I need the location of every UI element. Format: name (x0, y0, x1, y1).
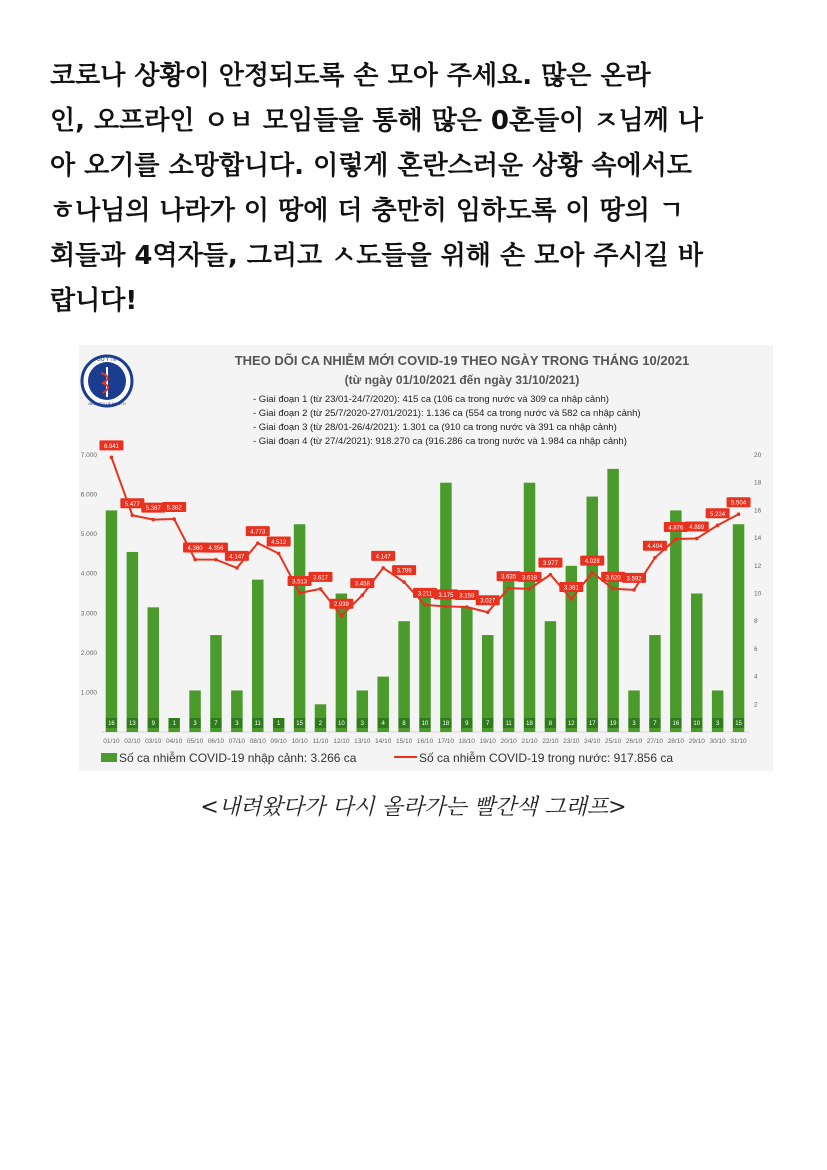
x-tick-label: 04/10 (166, 738, 183, 745)
line-point (737, 512, 741, 516)
line-point (340, 614, 344, 618)
logo-subtext: MINISTRY OF HEALTH (88, 402, 126, 406)
x-tick-label: 21/10 (521, 738, 538, 745)
line-value-label: 4.773 (250, 529, 266, 536)
line-point (151, 518, 155, 522)
line-point (632, 588, 636, 592)
x-tick-label: 26/10 (625, 738, 643, 745)
y-left-tick-label: 2.000 (80, 649, 97, 657)
line-value-label: 5.367 (145, 506, 161, 513)
line-point (402, 580, 406, 584)
bar-value-label: 7 (486, 721, 490, 727)
bar-value-label: 16 (672, 721, 680, 727)
bar-value-label: 11 (254, 721, 261, 727)
line-value-label: 2.939 (333, 602, 349, 609)
y-right-tick-label: 8 (754, 618, 758, 626)
line-value-label: 4.889 (689, 525, 705, 532)
line-point (486, 610, 490, 614)
line-value-label: 3.635 (501, 574, 517, 581)
line-value-label: 3.618 (522, 575, 538, 582)
x-tick-label: 02/10 (124, 738, 141, 745)
y-left-tick-label: 4.000 (80, 570, 97, 578)
bar-value-label: 11 (505, 721, 512, 727)
bar (398, 621, 409, 732)
bar (148, 607, 159, 732)
line-point (444, 605, 448, 609)
y-left-tick-label: 7.000 (80, 452, 97, 459)
bar-value-label: 17 (588, 721, 596, 727)
y-right-tick-label: 14 (754, 535, 762, 543)
x-tick-label: 23/10 (563, 738, 580, 745)
x-tick-label: 09/10 (270, 738, 287, 745)
line-value-label: 4.147 (229, 554, 245, 561)
chart-caption: <내려왔다가 다시 올라가는 빨간색 그래프> (200, 795, 627, 820)
line-point (360, 593, 364, 597)
line-point (695, 537, 699, 541)
line-value-label: 3.175 (438, 592, 454, 599)
line-value-label: 3.513 (292, 579, 308, 586)
bar (691, 594, 702, 733)
y-right-tick-label: 4 (754, 673, 758, 681)
x-tick-label: 01/10 (103, 738, 120, 745)
bar (210, 635, 221, 732)
x-tick-label: 18/10 (458, 738, 475, 745)
x-tick-label: 29/10 (688, 738, 705, 745)
y-left-tick-label: 6.000 (80, 491, 97, 499)
line-point (110, 456, 114, 460)
line-point (423, 603, 427, 607)
prayer-line: 랍니다! (50, 286, 138, 316)
line-point (465, 605, 469, 609)
line-point (653, 556, 657, 560)
y-right-tick-label: 10 (754, 590, 762, 598)
bar (294, 524, 305, 732)
line-point (193, 558, 197, 562)
bar-value-label: 4 (381, 721, 385, 727)
line-point (131, 513, 135, 517)
bar-value-label: 10 (338, 721, 345, 727)
y-left-tick-label: 1.000 (80, 689, 97, 697)
x-tick-label: 10/10 (291, 738, 308, 745)
line-value-label: 5.504 (731, 500, 747, 507)
x-tick-label: 30/10 (709, 738, 726, 745)
bar-value-label: 9 (465, 721, 469, 727)
x-tick-label: 13/10 (354, 738, 371, 745)
bar (545, 621, 556, 732)
x-tick-label: 31/10 (730, 738, 747, 745)
bar (503, 580, 514, 732)
line-point (235, 566, 239, 570)
x-tick-label: 19/10 (479, 738, 496, 745)
line-value-label: 6.941 (103, 443, 119, 450)
x-tick-label: 07/10 (228, 738, 246, 745)
bar-value-label: 15 (735, 721, 742, 727)
bar (106, 510, 117, 732)
line-value-label: 4.360 (187, 545, 203, 552)
bar-value-label: 1 (277, 721, 281, 727)
prayer-line: 인, 오프라인 ㅇㅂ 모임들을 통해 많은 0혼들이 ㅈ님께 나 (50, 106, 703, 136)
line-point (298, 591, 302, 595)
bar (482, 635, 493, 732)
bar-value-label: 15 (296, 721, 303, 727)
bar-value-label: 12 (567, 721, 575, 727)
x-tick-label: 05/10 (186, 738, 204, 745)
bar-value-label: 18 (526, 721, 533, 727)
bar (524, 483, 535, 732)
line-value-label: 3.458 (354, 581, 370, 588)
bar-value-label: 7 (653, 721, 657, 727)
bar (733, 524, 744, 732)
line-point (277, 552, 281, 556)
bar-value-label: 1 (172, 721, 176, 727)
x-tick-label: 28/10 (667, 738, 684, 745)
x-tick-label: 22/10 (542, 738, 559, 745)
line-point (570, 597, 574, 601)
line-value-label: 3.211 (417, 591, 433, 598)
y-right-tick-label: 2 (754, 701, 758, 709)
y-right-tick-label: 20 (754, 452, 762, 459)
bar-value-label: 3 (235, 721, 239, 727)
line-point (674, 537, 678, 541)
line-point (172, 517, 176, 521)
line-value-label: 4.512 (271, 539, 287, 546)
bar-value-label: 16 (108, 721, 115, 727)
line-value-label: 3.617 (312, 575, 328, 582)
bar (127, 552, 138, 732)
prayer-line: 아 오기를 소망합니다. 이렇게 혼란스러운 상황 속에서도 (50, 151, 692, 181)
line-point (611, 587, 615, 591)
bar-value-label: 18 (442, 721, 450, 727)
y-left-tick-label: 5.000 (80, 531, 97, 539)
x-tick-label: 08/10 (249, 738, 266, 745)
y-right-tick-label: 16 (754, 507, 762, 515)
line-value-label: 4.356 (208, 546, 224, 553)
bar (649, 635, 660, 732)
prayer-line: 코로나 상황이 안정되도록 손 모아 주세요. 많은 온라 (50, 61, 651, 91)
chart-subtitle: (từ ngày 01/10/2021 đến ngày 31/10/2021) (344, 373, 580, 387)
x-tick-label: 11/10 (312, 738, 329, 745)
bar-value-label: 7 (214, 721, 218, 727)
x-tick-label: 27/10 (646, 738, 664, 745)
x-tick-label: 12/10 (333, 738, 350, 745)
x-tick-label: 20/10 (500, 738, 517, 745)
logo-text: BỘ Y TẾ (97, 357, 117, 363)
legend (101, 750, 673, 765)
x-tick-label: 03/10 (145, 738, 162, 745)
legend-bar-swatch (101, 753, 117, 762)
chart-note: - Giai đoạn 2 (từ 25/7/2020-27/01/2021): 1.136 ca (554 ca trong nước và 582 ca nhập cảnh) (253, 408, 641, 419)
line-value-label: 5.477 (124, 501, 140, 508)
x-tick-label: 06/10 (207, 738, 225, 745)
line-point (549, 573, 553, 577)
x-tick-label: 14/10 (375, 738, 392, 745)
chart-svg (79, 345, 773, 771)
chart-note: - Giai đoạn 3 (từ 28/01-26/4/2021): 1.301 ca (910 ca trong nước và 391 ca nhập cảnh) (253, 422, 617, 433)
bar-value-label: 10 (693, 721, 701, 727)
bar-value-label: 3 (193, 721, 197, 727)
bar-value-label: 13 (129, 721, 136, 727)
x-tick-label: 17/10 (437, 738, 455, 745)
line-point (214, 558, 218, 562)
ministry-logo (82, 356, 132, 406)
line-value-label: 3.977 (542, 561, 558, 568)
line-value-label: 5.224 (710, 511, 726, 518)
chart-note: - Giai đoạn 4 (từ 27/4/2021): 918.270 ca (916.286 ca trong nước và 1.984 ca nhập cảnh) (253, 436, 627, 447)
bar-value-label: 8 (402, 721, 406, 727)
bar-value-label: 2 (318, 721, 323, 727)
bar-value-label: 19 (609, 721, 617, 727)
line-point (381, 566, 385, 570)
bar-value-label: 3 (360, 721, 364, 727)
bar (419, 594, 430, 733)
line-value-label: 3.027 (480, 598, 496, 605)
line-value-label: 3.159 (459, 593, 475, 600)
y-right-tick-label: 18 (754, 479, 762, 487)
line-value-label: 5.382 (166, 505, 182, 512)
y-right-tick-label: 6 (754, 645, 758, 653)
plot-area (81, 440, 762, 745)
bar-value-label: 10 (421, 721, 429, 727)
chart-title: THEO DÕI CA NHIỄM MỚI COVID-19 THEO NGÀY TRONG THÁNG 10/2021 (234, 353, 690, 368)
bar (607, 469, 618, 732)
bar (252, 580, 263, 732)
legend-bar-label: Số ca nhiễm COVID-19 nhập cảnh: 3.266 ca (119, 751, 357, 765)
bar-value-label: 3 (715, 721, 720, 727)
line-point (716, 523, 720, 527)
bar-value-label: 8 (548, 721, 553, 727)
chart-note: - Giai đoạn 1 (từ 23/01-24/7/2020): 415 ca (106 ca trong nước và 309 ca nhập cảnh) (253, 394, 609, 405)
x-tick-label: 24/10 (584, 738, 601, 745)
line-point (507, 586, 511, 590)
bar-value-label: 3 (632, 721, 636, 727)
x-tick-label: 15/10 (395, 738, 413, 745)
covid-chart (79, 345, 773, 771)
y-left-tick-label: 3.000 (80, 610, 97, 618)
line-point (528, 587, 532, 591)
line-point (256, 541, 260, 545)
line-value-label: 4.404 (647, 544, 663, 551)
line-point (319, 587, 323, 591)
line-value-label: 4.028 (584, 559, 600, 566)
prayer-line: ㅎ나님의 나라가 이 땅에 더 충만히 임하도록 이 땅의 ㄱ (50, 196, 685, 226)
line-value-label: 3.620 (605, 575, 621, 582)
line-value-label: 3.361 (563, 585, 579, 592)
x-tick-label: 25/10 (604, 738, 622, 745)
line-value-label: 4.876 (668, 525, 684, 532)
line-value-label: 3.592 (626, 576, 642, 583)
prayer-text (50, 54, 780, 324)
line-value-label: 3.789 (396, 568, 412, 575)
y-right-tick-label: 12 (754, 562, 762, 570)
prayer-line: 회들과 4역자들, 그리고 ㅅ도들을 위해 손 모아 주시길 바 (50, 241, 703, 271)
bar (461, 607, 472, 732)
bar-value-label: 9 (151, 721, 155, 727)
line-point (590, 571, 594, 575)
line-value-label: 4.147 (375, 554, 391, 561)
legend-line-label: Số ca nhiễm COVID-19 trong nước: 917.856 ca (419, 751, 674, 765)
bar (586, 497, 597, 732)
x-tick-label: 16/10 (416, 738, 434, 745)
